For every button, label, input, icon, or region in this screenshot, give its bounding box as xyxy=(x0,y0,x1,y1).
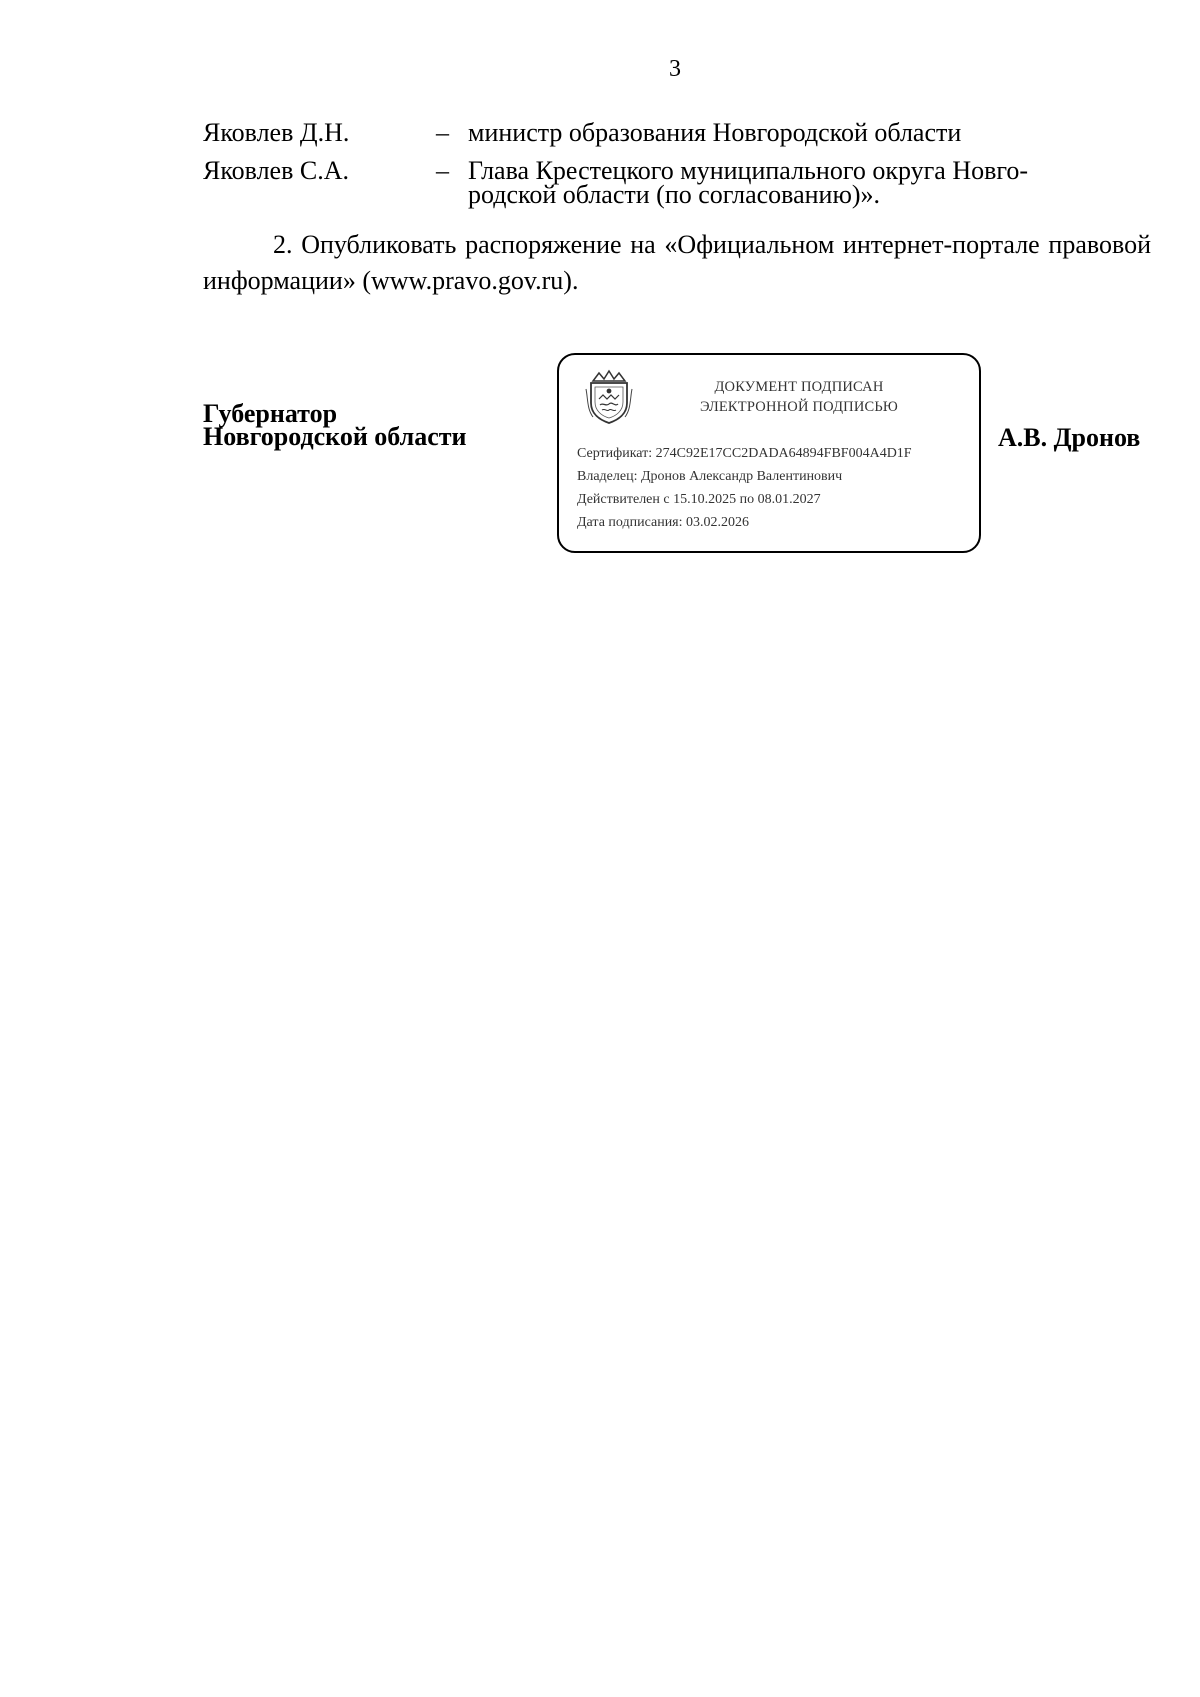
publish-paragraph: 2. Опубликовать распоряжение на «Официальном интернет-портале правовой информации» (www.pravo.gov.ru). xyxy=(203,230,1151,295)
stamp-owner: Владелец: Дронов Александр Валентинович xyxy=(577,469,843,484)
member-role xyxy=(468,118,1108,147)
signer-name: А.В. Дронов xyxy=(998,423,1141,452)
novgorod-coat-of-arms-icon xyxy=(585,369,633,425)
page-number: 3 xyxy=(669,56,681,82)
member-role xyxy=(468,156,1108,209)
member-name: Яковлев Д.Н. xyxy=(203,118,350,147)
stamp-heading-line: ДОКУМЕНТ ПОДПИСАН xyxy=(714,379,884,395)
stamp-heading xyxy=(659,377,939,417)
member-role-line: родской области (по согласованию)». xyxy=(468,180,881,209)
electronic-signature-stamp xyxy=(557,353,981,553)
member-role-line: Глава Крестецкого муниципального округа Новго- xyxy=(468,156,1029,185)
signer-title xyxy=(203,399,467,451)
signer-title-line: Новгородской области xyxy=(203,422,467,451)
stamp-certificate: Сертификат: 274C92E17CC2DADA64894FBF004A4D1F xyxy=(577,446,912,461)
stamp-signed-date: Дата подписания: 03.02.2026 xyxy=(577,515,750,530)
member-role-line: министр образования Новгородской области xyxy=(468,118,962,147)
stamp-validity: Действителен с 15.10.2025 по 08.01.2027 xyxy=(577,492,821,507)
member-dash: – xyxy=(436,118,449,147)
member-name: Яковлев С.А. xyxy=(203,156,349,185)
stamp-heading-line: ЭЛЕКТРОННОЙ ПОДПИСЬЮ xyxy=(699,399,899,415)
member-dash: – xyxy=(436,156,449,185)
signer-title-line: Губернатор xyxy=(203,399,338,428)
